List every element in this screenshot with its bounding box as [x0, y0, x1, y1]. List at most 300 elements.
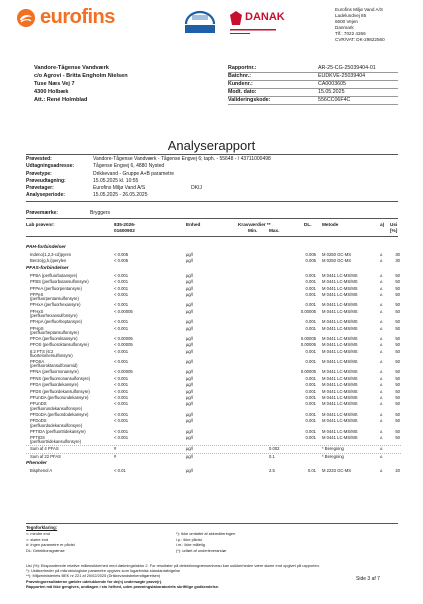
unit-value: µg/l: [186, 369, 193, 375]
table-header-rule: [26, 236, 398, 237]
provemaerke-value: Bryggers: [90, 210, 111, 216]
meta-divider: [228, 80, 398, 81]
result-value: < 0.001: [114, 302, 129, 308]
col-method: Metode: [322, 222, 339, 227]
detection-limit: 0.001: [305, 302, 316, 308]
sample-info-value: Eurofins Miljø Vand A/S: [93, 185, 146, 192]
result-value: < 0.001: [114, 279, 129, 285]
legend-item: *): Ikke omfattet af akkrediteringen: [176, 531, 236, 536]
table-row: [26, 292, 401, 302]
col-limit: Kravværdier **: [238, 222, 271, 227]
uncertainty-value: 50: [395, 348, 400, 354]
accreditation-flag: A: [380, 412, 383, 417]
report-notes: [26, 563, 320, 589]
parameter-name: PFOSA: [30, 359, 45, 365]
accreditation-flag: A: [380, 435, 383, 440]
uncertainty-value: 50: [395, 325, 400, 331]
parameter-name: PFHpA (perfluorheptansyre): [30, 319, 83, 325]
recipient-line: c/o Agrovi - Britta Engholm Nielsen: [34, 73, 128, 79]
table-row: [26, 435, 401, 445]
unit-value: µg/l: [186, 319, 193, 325]
method-value: M 0441 LC-MS/MS: [322, 388, 358, 394]
provemaerke: [26, 210, 110, 216]
detection-limit: 0.01: [307, 468, 316, 474]
sample-info-label: Prøvetager:: [26, 185, 54, 192]
sample-info-row: [26, 192, 393, 199]
accreditation-flag: A: [380, 383, 383, 388]
legend-left: [26, 531, 75, 553]
danak-label: DANAK: [245, 11, 285, 23]
lab-address-line: Eurofins Miljø Vand A/S: [335, 7, 383, 12]
parameter-name: Indeno(1,2,3-cd)pyren: [30, 252, 72, 257]
parameter-name: PFDoDA (perfluordodekansyre): [30, 411, 89, 417]
unit-value: µg/l: [186, 375, 193, 381]
result-value: < 0.001: [114, 325, 129, 331]
method-value: * Beregning: [322, 446, 344, 452]
table-bottom-rule: [26, 523, 398, 524]
unit-value: µg/l: [186, 291, 193, 297]
section-divider: [26, 154, 398, 155]
unit-value: µg/l: [186, 279, 193, 285]
parameter-name: PFUnDS: [30, 401, 47, 407]
accreditation-flag: A: [380, 454, 383, 459]
parameter-name-cont: fluortelomersulfonsyre): [30, 353, 73, 359]
unit-value: µg/l: [186, 359, 193, 365]
method-value: M 0441 LC-MS/MS: [322, 418, 358, 424]
accreditation-flag: A: [380, 273, 383, 278]
result-value: #: [114, 453, 117, 459]
method-value: M 0441 LC-MS/MS: [322, 325, 358, 331]
limit-max: 2.5: [269, 468, 275, 474]
parameter-name: PFUnDA (perfluorundekansyre): [30, 395, 89, 401]
recipient-line: Vandore-Tågense Vandværk: [34, 65, 109, 71]
group-heading: PAH-forbindelser: [26, 245, 66, 250]
detection-limit: 0.001: [305, 382, 316, 388]
table-row: [26, 401, 401, 411]
unit-value: µg/l: [186, 388, 193, 394]
group-heading: Phenoler: [26, 461, 47, 467]
detection-limit: 0.001: [305, 434, 316, 440]
result-value: < 0.00005: [114, 335, 133, 341]
detection-limit: 0.001: [305, 272, 316, 278]
section-divider: [26, 201, 398, 202]
uncertainty-value: 50: [395, 308, 400, 314]
parameter-name: PFBS (perfluorbutansulfonsyre): [30, 279, 89, 285]
result-value: < 0.001: [114, 395, 129, 401]
unit-value: µg/l: [186, 411, 193, 417]
table-row: [26, 418, 401, 428]
uncertainty-value: 50: [395, 395, 400, 401]
method-value: M 0441 LC-MS/MS: [322, 411, 358, 417]
accreditation-flag: A: [380, 429, 383, 434]
page-number: Side 3 af 7: [356, 576, 380, 582]
sample-info-value: 15.05.2025 - 26.05.2025: [93, 192, 148, 199]
note-line: Usi (%): Ekspanderede relative måleusikkerhed med dækningsfaktor 2. For resultater på detektionsgrænseniveau kan usikkerheden være større end opgivet på rapporten.: [26, 563, 320, 568]
uncertainty-value: 50: [395, 434, 400, 440]
unit-value: µg/l: [186, 308, 193, 314]
unit-value: µg/l: [186, 348, 193, 354]
sample-info-row: [26, 163, 393, 170]
method-value: M 0441 LC-MS/MS: [322, 375, 358, 381]
result-value: < 0.005: [114, 258, 129, 264]
detection-limit: 0.001: [305, 325, 316, 331]
result-value: < 0.01: [114, 468, 126, 474]
results-table: [26, 244, 401, 475]
parameter-name-cont: (perfluoroktansulfonamid): [30, 363, 78, 369]
sample-info-value: Vandore-Tågense Vandværk - Tågense Engvej 6; taph. - 55648 - / 43711000498: [93, 156, 271, 162]
meta-value: EUDKVE-25039404: [318, 73, 366, 79]
unit-value: µg/l: [186, 272, 193, 278]
sample-info-value: Drikkevand - Gruppe A+B parametre: [93, 170, 175, 177]
lab-address-line: CVR/VAT: DK-29822560: [335, 37, 385, 43]
table-row: [26, 326, 401, 336]
meta-divider: [228, 88, 398, 89]
result-value: < 0.001: [114, 272, 129, 278]
method-value: M 0250 GC-MS: [322, 252, 352, 257]
parameter-name-cont: (perfluorundekansulfonsyre): [30, 405, 83, 411]
table-top-rule: [26, 218, 398, 219]
note-line: Prøvningsresultaterne gælder udelukkende for de(n) undersøgte prøve(r).: [26, 578, 163, 584]
col-a: a): [380, 222, 385, 227]
sample-info-label: Prøveudtagning:: [26, 177, 66, 184]
table-row: [26, 445, 401, 452]
parameter-name: PFPeS: [30, 291, 44, 297]
unit-value: µg/l: [186, 258, 193, 264]
accreditation-flag: A: [380, 320, 383, 325]
legend-right: [176, 531, 235, 553]
meta-divider: [228, 96, 398, 97]
detection-limit: 0.001: [305, 411, 316, 417]
detection-limit: 0.001: [305, 285, 316, 291]
meta-divider: [228, 104, 398, 105]
accreditation-flag: A: [380, 447, 383, 452]
ilac-mra-badge-icon: [182, 10, 218, 38]
sample-info-label: Prøvested:: [26, 156, 52, 162]
table-row: [26, 359, 401, 369]
uncertainty-value: 50: [395, 375, 400, 381]
col-uncertainty-unit: [%]: [390, 228, 398, 233]
parameter-name: PFPeA (perfluorpentansyre): [30, 285, 82, 291]
parameter-name: PFNA (perfluornonansyre): [30, 369, 79, 375]
unit-value: µg/l: [186, 252, 193, 257]
parameter-name: PFDoDS: [30, 418, 47, 424]
uncertainty-value: 50: [395, 401, 400, 407]
col-min: Min.: [248, 228, 258, 233]
legend-item: >: større end: [26, 536, 49, 542]
parameter-name: PFHpS: [30, 325, 44, 331]
accreditation-flag: A: [380, 360, 383, 365]
sample-info-row: [26, 185, 393, 192]
accreditation-flag: A: [380, 396, 383, 401]
parameter-name: PFTrDA (perfluortridekansyre): [30, 428, 86, 434]
legend-item: DL: Detektionsgrænse: [26, 547, 65, 553]
parameter-name: PFOS (perfluoroktansulfonsyre): [30, 342, 89, 348]
meta-value: CA0003605: [318, 81, 346, 87]
limit-max: 0.002: [269, 446, 280, 452]
uncertainty-value: 50: [395, 359, 400, 365]
result-value: #: [114, 446, 117, 452]
uncertainty-value: 50: [395, 418, 400, 424]
parameter-name: PFDS (perfluordekansulfonsyre): [30, 388, 90, 394]
accreditation-flag: A: [380, 259, 383, 264]
result-value: < 0.001: [114, 359, 129, 365]
accreditation-flag: A: [380, 326, 383, 331]
method-value: M 0441 LC-MS/MS: [322, 279, 358, 285]
uncertainty-value: 50: [395, 428, 400, 434]
legend-item: #: Ingen parametre er påvist: [26, 542, 75, 548]
accreditation-flag: A: [380, 303, 383, 308]
parameter-name: Sum af 4 PFAS: [30, 446, 59, 452]
sample-info-row: [26, 178, 393, 185]
sample-info-row: [26, 156, 393, 163]
provemaerke-label: Prøvemærke:: [26, 210, 58, 216]
parameter-name-cont: (perfluorhexansulfonsyre): [30, 313, 78, 319]
result-value: < 0.001: [114, 291, 129, 297]
sample-info-value: 15.05.2025 kl. 10:55: [93, 177, 139, 184]
recipient-line: Tuse Næs Vej 7: [34, 81, 75, 87]
table-row: [26, 468, 401, 474]
accreditation-flag: A: [380, 253, 383, 257]
meta-divider: [228, 72, 398, 73]
detection-limit: 0.001: [305, 388, 316, 394]
method-value: M 0441 LC-MS/MS: [322, 382, 358, 388]
unit-value: µg/l: [186, 342, 193, 348]
recipient-address: [34, 64, 128, 104]
parameter-name: PFHxS: [30, 308, 44, 314]
legend-item: <: mindre end: [26, 531, 50, 536]
legend-item: i.p.: Ikke påvist: [176, 536, 202, 542]
accreditation-flag: A: [380, 469, 383, 474]
method-value: M 0441 LC-MS/MS: [322, 428, 358, 434]
accreditation-flag: A: [380, 343, 383, 348]
method-value: M 0441 LC-MS/MS: [322, 308, 358, 314]
note-line: **): Miljøministeriets BEK nr 221 af 20/02/2025 (Drikkevandsbekendtgørelsen): [26, 573, 161, 579]
accreditation-flag: A: [380, 286, 383, 291]
accreditation-flag: A: [380, 292, 383, 297]
unit-value: µg/l: [186, 401, 193, 407]
unit-value: µg/l: [186, 325, 193, 331]
sample-info-row: [26, 171, 393, 178]
parameter-name: PFNS (perfluornonansulfonsyre): [30, 375, 91, 381]
sample-info-value: Tågense Engvej 6, 4880 Nysted: [93, 163, 165, 170]
result-value: < 0.00005: [114, 342, 133, 348]
method-value: M 0441 LC-MS/MS: [322, 335, 358, 341]
col-unit: Enhed: [186, 222, 201, 227]
uncertainty-value: 50: [395, 411, 400, 417]
accreditation-flag: A: [380, 389, 383, 394]
unit-value: µg/l: [186, 335, 193, 341]
detection-limit: 0.001: [305, 319, 316, 325]
limit-max: 0.1: [269, 453, 275, 459]
parameter-name-cont: (perfluorpentansulfonsyre): [30, 296, 79, 302]
meta-label: Kundenr.:: [228, 81, 253, 87]
accreditation-flag: A: [380, 336, 383, 341]
detection-limit: 0.00005: [300, 335, 316, 341]
parameter-name: PFDA (perfluordekansyre): [30, 382, 79, 388]
result-value: < 0.001: [114, 418, 129, 424]
detection-limit: 0.001: [305, 348, 316, 354]
method-value: M 0250 GC-MS: [322, 258, 352, 264]
method-value: * Beregning: [322, 453, 344, 459]
detection-limit: 0.001: [305, 395, 316, 401]
col-dl: DL.: [304, 222, 312, 227]
unit-value: µg/l: [186, 418, 193, 424]
uncertainty-value: 50: [395, 302, 400, 308]
col-max: Max.: [269, 228, 280, 233]
sample-info-label: Analyseperiode:: [26, 192, 65, 199]
uncertainty-value: 50: [395, 285, 400, 291]
meta-value: 15.05.2025: [318, 89, 345, 95]
lab-address: [335, 7, 385, 44]
unit-value: µg/l: [186, 453, 193, 459]
note-line: Rapporten må ikke gengives, undtagen i sin helhed, uden prøvningslaboratoriets skriftlige godkendelse.: [26, 583, 220, 589]
method-value: M 0441 LC-MS/MS: [322, 302, 358, 308]
method-value: M 0441 LC-MS/MS: [322, 395, 358, 401]
table-row: [26, 258, 401, 264]
sampler-code: DKIJ: [191, 185, 202, 192]
col-sample-id-2: 01600902: [114, 227, 135, 233]
detection-limit: 0.001: [305, 359, 316, 365]
result-value: < 0.001: [114, 428, 129, 434]
parameter-name: PFTrDS: [30, 434, 45, 440]
result-value: < 0.00005: [114, 369, 133, 375]
eurofins-wordmark: eurofins: [40, 6, 115, 28]
accreditation-flag: A: [380, 349, 383, 354]
parameter-name-cont: (perfluortridekansulfonsyre): [30, 439, 81, 445]
uncertainty-value: 50: [395, 382, 400, 388]
sample-info: [26, 156, 393, 200]
detection-limit: 0.001: [305, 375, 316, 381]
parameter-name: Benzo(g,h,i)perylen: [30, 258, 67, 264]
detection-limit: 0.001: [305, 279, 316, 285]
uncertainty-value: 20: [395, 468, 400, 474]
accreditation-flag: A: [380, 402, 383, 407]
col-lab: Lab prøvenr:: [26, 222, 55, 227]
uncertainty-value: 30: [395, 252, 400, 257]
method-value: M 0441 LC-MS/MS: [322, 291, 358, 297]
legend-heading: Tegnforklaring:: [26, 525, 58, 530]
table-row: [26, 349, 401, 359]
result-value: < 0.001: [114, 375, 129, 381]
uncertainty-value: 50: [395, 369, 400, 375]
method-value: M 0441 LC-MS/MS: [322, 359, 358, 365]
group-heading: PFAS-forbindelser: [26, 265, 69, 271]
result-value: < 0.001: [114, 388, 129, 394]
detection-limit: 0.00005: [300, 342, 316, 348]
lab-address-line: Tlf.: 7022 4266: [335, 31, 366, 37]
eurofins-logo: [16, 6, 115, 29]
result-value: < 0.001: [114, 411, 129, 417]
parameter-name-cont: (perfluorheptansulfonsyre): [30, 329, 79, 335]
meta-value: AR-25-CG-25039404-01: [318, 65, 376, 71]
accreditation-flag: A: [380, 280, 383, 285]
uncertainty-value: 50: [395, 388, 400, 394]
uncertainty-value: 50: [395, 319, 400, 325]
method-value: M 0441 LC-MS/MS: [322, 401, 358, 407]
result-value: < 0.001: [114, 285, 129, 291]
unit-value: µg/l: [186, 468, 193, 474]
uncertainty-value: 50: [395, 342, 400, 348]
sample-info-label: Udtagningsadresse:: [26, 163, 75, 170]
detection-limit: 0.001: [305, 401, 316, 407]
detection-limit: 0.005: [305, 258, 316, 264]
col-sample-id: 835-2026-: [114, 222, 136, 227]
result-value: < 0.001: [114, 434, 129, 440]
legend-item: i.m.: Ikke målelig: [176, 542, 205, 548]
parameter-name: 6:2 FTS (6:2: [30, 348, 54, 354]
lab-address-line: Danmark: [335, 25, 354, 31]
legend-item: (*): udført af underleverandør: [176, 547, 227, 553]
uncertainty-value: 50: [395, 291, 400, 297]
meta-label: Rapportnr.:: [228, 65, 257, 71]
meta-label: Batchnr.:: [228, 73, 251, 79]
accreditation-flag: A: [380, 376, 383, 381]
sample-info-label: Prøvetype:: [26, 170, 52, 177]
uncertainty-value: 50: [395, 272, 400, 278]
uncertainty-value: 50: [395, 279, 400, 285]
recipient-line: Att.: René Holmblad: [34, 97, 88, 103]
table-row: [26, 309, 401, 319]
lab-address-line: Ladelundvej 85: [335, 13, 367, 19]
recipient-line: 4300 Holbæk: [34, 89, 69, 95]
col-uncertainty: Usi: [390, 222, 398, 227]
result-value: < 0.001: [114, 382, 129, 388]
result-value: < 0.005: [114, 252, 129, 257]
method-value: M 0441 LC-MS/MS: [322, 348, 358, 354]
method-value: M 0441 LC-MS/MS: [322, 319, 358, 325]
method-value: M 0441 LC-MS/MS: [322, 272, 358, 278]
parameter-name: PFHxA (perfluorhexansyre): [30, 302, 81, 308]
accreditation-flag: A: [380, 309, 383, 314]
result-value: < 0.001: [114, 401, 129, 407]
unit-value: µg/l: [186, 446, 193, 452]
unit-value: µg/l: [186, 285, 193, 291]
detection-limit: 0.001: [305, 428, 316, 434]
result-value: < 0.001: [114, 319, 129, 325]
parameter-name: PFBA (perfluorbutansyre): [30, 272, 78, 278]
report-title: Analyserapport: [167, 138, 256, 153]
table-row: [26, 453, 401, 460]
unit-value: µg/l: [186, 382, 193, 388]
eurofins-logo-icon: [16, 8, 36, 28]
report-meta: [228, 64, 418, 104]
accreditation-flag: A: [380, 419, 383, 424]
accreditation-flag: A: [380, 370, 383, 375]
detection-limit: 0.00005: [300, 308, 316, 314]
parameter-name-cont: (perfluordodekansulfonsyre): [30, 422, 83, 428]
unit-value: µg/l: [186, 428, 193, 434]
detection-limit: 0.00005: [300, 369, 316, 375]
detection-limit: 0.005: [305, 252, 316, 257]
parameter-name: Sum af 22 PFAS: [30, 453, 61, 459]
lab-address-line: 6600 Vejen: [335, 19, 358, 25]
uncertainty-value: 50: [395, 335, 400, 341]
method-value: M 2233 GC-MS: [322, 468, 352, 474]
parameter-name: PFOA (perfluoroktansyre): [30, 335, 78, 341]
note-line: *): Usikkerheder på mikrobiologiske parametre opgives som logaritmisk standardafvigelse: [26, 568, 181, 574]
uncertainty-value: 30: [395, 258, 400, 264]
danak-accreditation-badge: [228, 9, 285, 39]
method-value: M 0441 LC-MS/MS: [322, 342, 358, 348]
parameter-name: Bisphenol A: [30, 468, 53, 474]
detection-limit: 0.001: [305, 418, 316, 424]
meta-label: Modt. dato:: [228, 89, 257, 95]
meta-label: Valideringskode:: [228, 97, 271, 103]
unit-value: µg/l: [186, 434, 193, 440]
method-value: M 0441 LC-MS/MS: [322, 285, 358, 291]
result-value: < 0.00005: [114, 308, 133, 314]
unit-value: µg/l: [186, 395, 193, 401]
